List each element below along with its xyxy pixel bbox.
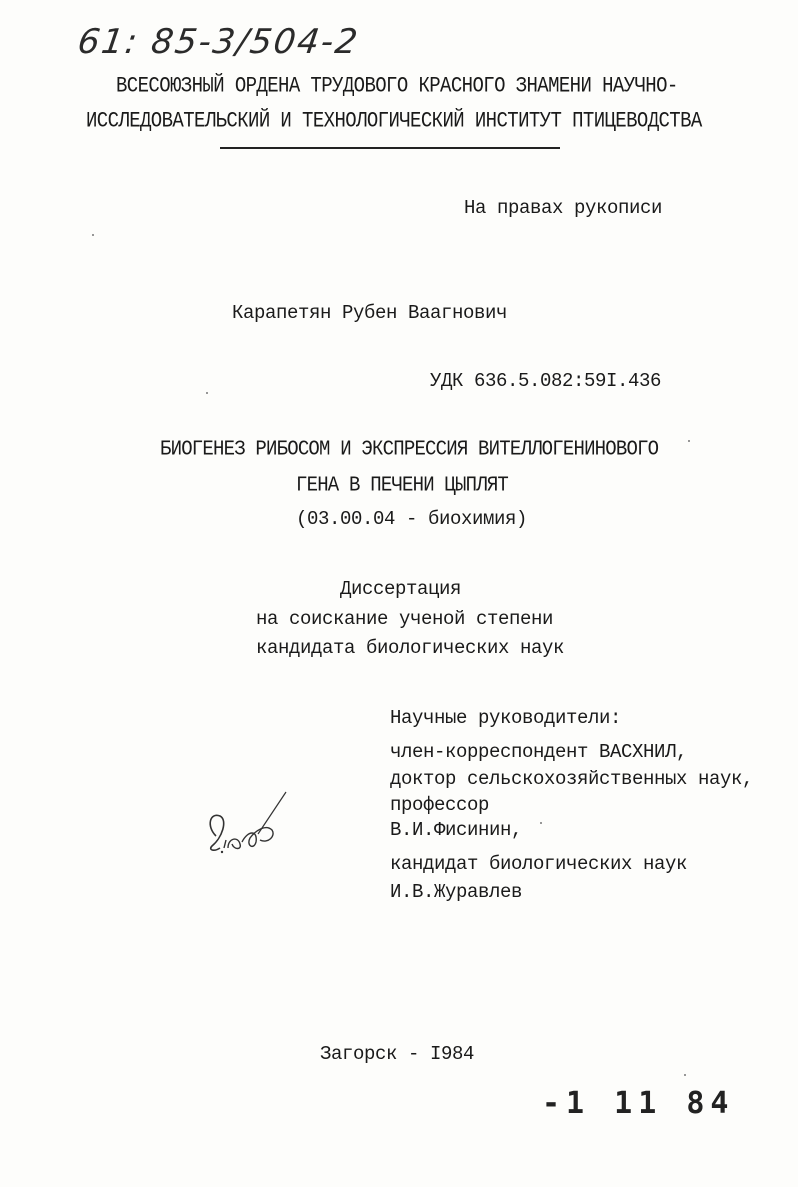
paper-speck: [684, 1074, 686, 1076]
date-stamp: -1 11 84: [542, 1086, 735, 1121]
supervisor-1-line-2: доктор сельскохозяйственных наук,: [390, 768, 754, 790]
degree-line-2: на соискание ученой степени: [256, 608, 554, 630]
archive-code: 61: 85-3/504-2: [75, 22, 362, 62]
supervisor-2-line-1: кандидат биологических наук: [390, 853, 688, 875]
signature: [198, 790, 294, 866]
title-line-1: БИОГЕНЕЗ РИБОСОМ И ЭКСПРЕССИЯ ВИТЕЛЛОГЕНИНОВОГО: [160, 436, 659, 462]
udc-code: УДК 636.5.082:59I.436: [430, 370, 662, 392]
degree-line-3: кандидата биологических наук: [256, 637, 565, 659]
institute-line-1: ВСЕСОЮЗНЫЙ ОРДЕНА ТРУДОВОГО КРАСНОГО ЗНАМЕНИ НАУЧНО-: [116, 73, 678, 99]
rights-note: На правах рукописи: [464, 197, 663, 219]
institute-line-2: ИССЛЕДОВАТЕЛЬСКИЙ И ТЕХНОЛОГИЧЕСКИЙ ИНСТИТУТ ПТИЦЕВОДСТВА: [86, 108, 702, 134]
supervisor-1-line-1: член-корреспондент ВАСХНИЛ,: [390, 741, 688, 763]
place-year: Загорск - I984: [320, 1043, 475, 1065]
paper-speck: [206, 392, 208, 394]
supervisors-heading: Научные руководители:: [390, 707, 622, 729]
divider-rule: [220, 147, 560, 149]
paper-speck: [688, 440, 690, 442]
author-name: Карапетян Рубен Ваагнович: [232, 302, 508, 324]
paper-speck: [540, 822, 542, 824]
paper-speck: [92, 234, 94, 236]
title-specialty: (03.00.04 - биохимия): [296, 508, 528, 530]
supervisor-1-line-3: профессор: [390, 794, 490, 816]
supervisor-1-name: В.И.Фисинин,: [390, 819, 523, 841]
title-line-2: ГЕНА В ПЕЧЕНИ ЦЫПЛЯТ: [296, 472, 509, 498]
degree-line-1: Диссертация: [340, 578, 462, 600]
supervisor-2-name: И.В.Журавлев: [390, 881, 523, 903]
